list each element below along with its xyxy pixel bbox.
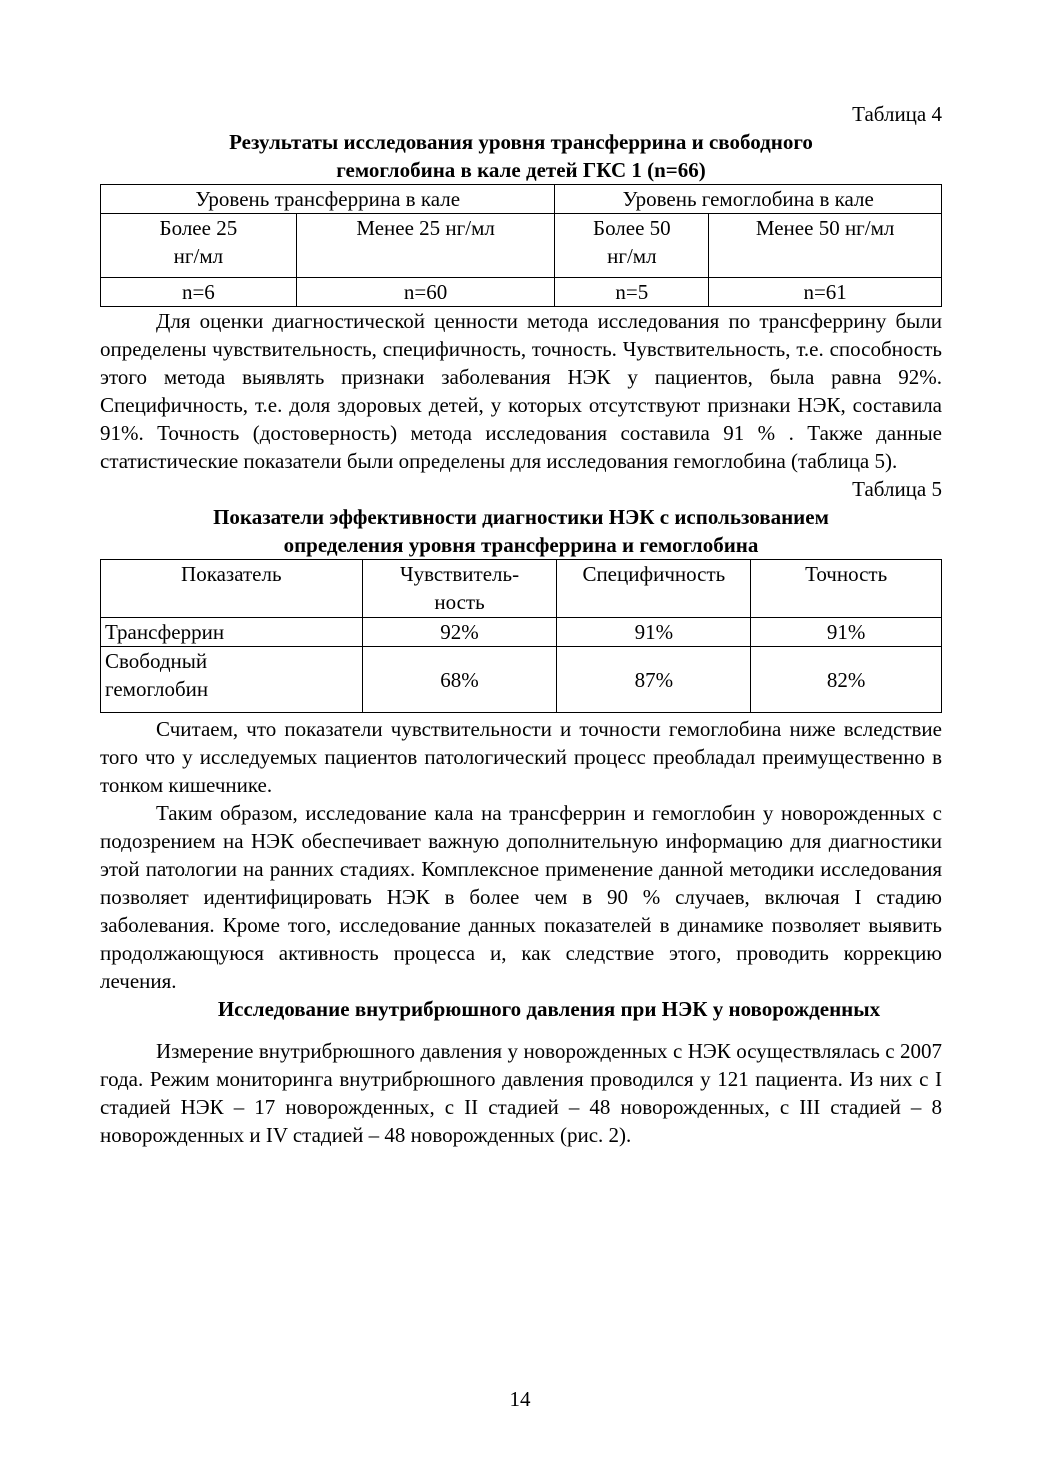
table5-header: Точность bbox=[751, 560, 942, 618]
table5-label: Таблица 5 bbox=[852, 477, 942, 501]
table5-cell: 91% bbox=[557, 618, 751, 647]
table5-row-name: Свободный гемоглобин bbox=[101, 647, 363, 713]
table5-title bbox=[100, 503, 942, 559]
table5 bbox=[100, 559, 942, 713]
paragraph-1: Для оценки диагностической ценности метода исследования по трансферрину были определены чувствительность, специфичность, точность. Чувствительность, т.е. способность этого метода выявлять признаки заболевания НЭК у пациентов, была равна 92%. Специфичность, т.е. доля здоровых детей, у которых отсутствуют признаки НЭК, составила 91%. Точность (достоверность) метода исследования составила 91 % . Также данные статистические показатели были определены для исследования гемоглобина (таблица 5). bbox=[100, 309, 942, 473]
table4-sub-header: Менее 50 нг/мл bbox=[709, 214, 942, 278]
table4-sub-header: Более 25 нг/мл bbox=[101, 214, 297, 278]
table5-row-name: Трансферрин bbox=[101, 618, 363, 647]
document-page bbox=[100, 100, 942, 1149]
table5-title-line2: определения уровня трансферрина и гемоглобина bbox=[283, 533, 759, 557]
table4-sub-header-row bbox=[101, 214, 942, 278]
table4-group-header-row bbox=[101, 185, 942, 214]
section-heading: Исследование внутрибрюшного давления при НЭК у новорожденных bbox=[217, 997, 881, 1021]
page-number: 14 bbox=[509, 1387, 531, 1411]
table5-cell: 87% bbox=[557, 647, 751, 713]
table5-cell: 68% bbox=[362, 647, 557, 713]
table4-title bbox=[100, 128, 942, 184]
table4-cell: n=6 bbox=[101, 278, 297, 307]
table4 bbox=[100, 184, 942, 307]
table4-sub-header: Менее 25 нг/мл bbox=[296, 214, 555, 278]
table5-row bbox=[101, 618, 942, 647]
paragraph-3: Таким образом, исследование кала на трансферрин и гемоглобин у новорожденных с подозрением на НЭК обеспечивает важную дополнительную информацию для диагностики этой патологии на ранних стадиях. Комплексное применение данной методики исследования позволяет идентифицировать НЭК в более чем в 90 % случаев, включая I стадию заболевания. Кроме того, исследование данных показателей в динамике позволяет выявить продолжающуюся активность процесса и, как следствие этого, проводить коррекцию лечения. bbox=[100, 801, 942, 993]
table5-cell: 82% bbox=[751, 647, 942, 713]
table5-header-row bbox=[101, 560, 942, 618]
table5-cell: 92% bbox=[362, 618, 557, 647]
table5-header: Специфичность bbox=[557, 560, 751, 618]
table4-title-line1: Результаты исследования уровня трансферрина и свободного bbox=[229, 130, 813, 154]
table4-title-line2: гемоглобина в кале детей ГКС 1 (n=66) bbox=[336, 158, 706, 182]
table4-group-header: Уровень трансферрина в кале bbox=[101, 185, 555, 214]
paragraph-2: Считаем, что показатели чувствительности и точности гемоглобина ниже вследствие того что у исследуемых пациентов патологический процесс преобладал преимущественно в тонком кишечнике. bbox=[100, 717, 942, 797]
table4-sub-header: Более 50 нг/мл bbox=[555, 214, 709, 278]
table4-label: Таблица 4 bbox=[852, 102, 942, 126]
table5-cell: 91% bbox=[751, 618, 942, 647]
table4-values-row bbox=[101, 278, 942, 307]
table5-header: Показатель bbox=[101, 560, 363, 618]
table4-group-header: Уровень гемоглобина в кале bbox=[555, 185, 942, 214]
table5-title-line1: Показатели эффективности диагностики НЭК с использованием bbox=[213, 505, 829, 529]
table4-cell: n=60 bbox=[296, 278, 555, 307]
paragraph-4: Измерение внутрибрюшного давления у новорожденных с НЭК осуществлялась с 2007 года. Режим мониторинга внутрибрюшного давления проводился у 121 пациента. Из них с I стадией НЭК – 17 новорожденных, с II стадией – 48 новорожденных, с III стадией – 8 новорожденных и IV стадией – 48 новорожденных (рис. 2). bbox=[100, 1039, 942, 1147]
table4-cell: n=5 bbox=[555, 278, 709, 307]
table5-row bbox=[101, 647, 942, 713]
table5-header: Чувствитель- ность bbox=[362, 560, 557, 618]
table4-cell: n=61 bbox=[709, 278, 942, 307]
